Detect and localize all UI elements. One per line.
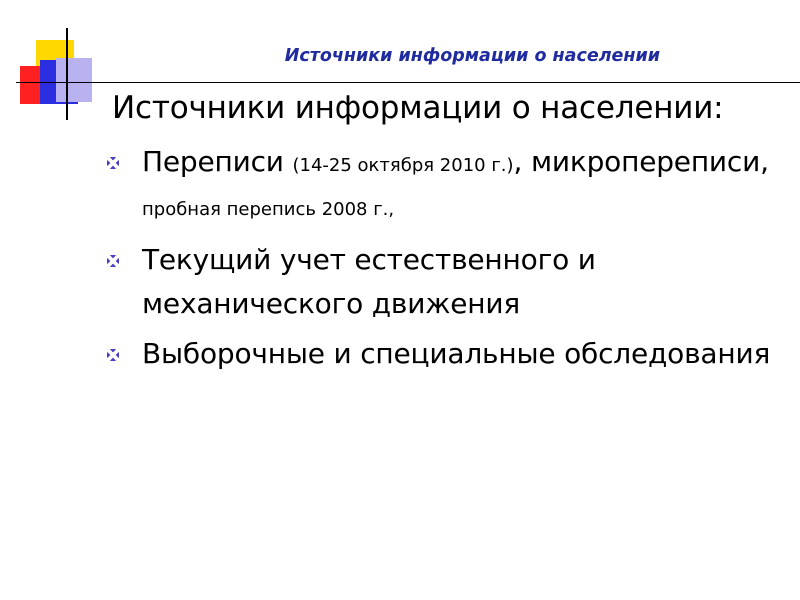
bullet-list bbox=[102, 140, 782, 382]
bullet-text-small: пробная перепись 2008 г., bbox=[142, 199, 395, 220]
diamond-four-petal-icon bbox=[107, 349, 119, 361]
header-rule bbox=[68, 82, 800, 83]
logo-lavender-square bbox=[56, 58, 92, 102]
header-title: Источники информации о населении bbox=[284, 46, 660, 66]
bullet-text-small: (14-25 октября 2010 г.) bbox=[292, 155, 514, 176]
logo-vertical-line bbox=[66, 28, 68, 120]
bullet-item bbox=[102, 238, 782, 326]
diamond-four-petal-icon bbox=[107, 157, 119, 169]
diamond-four-petal-icon bbox=[107, 255, 119, 267]
decorative-logo bbox=[0, 0, 110, 130]
bullet-text: Переписи bbox=[142, 145, 293, 178]
bullet-text: , микропереписи, bbox=[513, 145, 769, 178]
bullet-item bbox=[102, 140, 782, 232]
bullet-text: Текущий учет естественного и механического движения bbox=[142, 243, 596, 320]
slide-title: Источники информации о населении: bbox=[112, 90, 724, 126]
bullet-text: Выборочные и специальные обследования bbox=[142, 337, 771, 370]
bullet-item bbox=[102, 332, 782, 376]
